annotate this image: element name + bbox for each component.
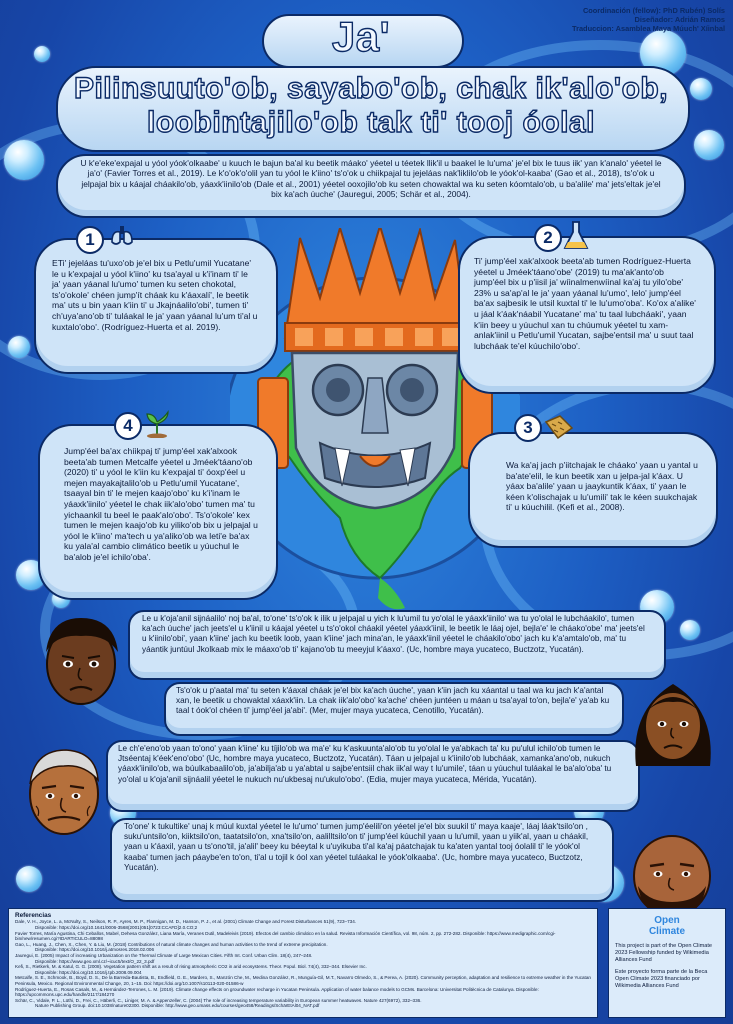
- reference-item: Favier Torres, María Agustina, Chi Ceballos, Mabel, Dehesa González, Liana María, Veranes Dutil, Madeleivis (2019). Efectos del cambio climático en la salud. Revista Información Científica, vol. 98, núm. 2, pp. 272-282. Disponible: https://www.medigraphic.com/cgi-bin/new/resumen.cgi?IDARTICULO=88098: [15, 930, 556, 942]
- section-3-text: Wa ka'aj jach p'iitchajak le cháako' yaan u yantal u ba'ate'elil, le kun beetik xan u jelpa-jal k'áax. U yáax ba'alile' yaan u jaaykuntik k'áax, ti' yaan le kéen k'olischajak u lu'umili' tak le kéen suukchajak ti' u kúuchilil. (Kefi et al., 2008).: [506, 460, 698, 513]
- elder-face-icon: [14, 740, 110, 840]
- references-box: [8, 908, 598, 1018]
- quote-4-text: To'one' k tukultike' unaj k múul kuxtal yéetel le lu'umo' tumen jump'éelili'on yéetel je'el bix suukil ti' maya kaaje', láaj láak'tsilo'on , suku'untsilo'on, kiiktsilo'on, taatatsilo'on, xna'tsilo'on, aalilltsilo'on ti' jump'éel kúuchil yaan u lu'umil, yaan u yiik'al, yaan u cháakil, yaan u k'áaxil, yaan u ts'ono'til, ja'alil' beey ku béeytal k u'uyikuba ti'al ka'aj páatchajak tu ka'aten yantal tooj óolalil ti' le yóok'ol kaaba' tumen jach páaybe'en to'on, ti'al u tojil k óol xan yéetel tuláakal le yóok'olkaaba'. (Uc, hombre maya yucateco, Buctzotz, Yucatán).: [124, 822, 589, 872]
- reference-item: Dale, V. H., Joyce, L. a, McNulty, S., Neilson, R. P., Ayres, M. P., Flannigan, M. D., Hanson, P. J., et al. (2001) Climate Change and Forest Disturbances 51(9), 723–734.: [15, 919, 357, 925]
- section-1-number: 1: [76, 226, 104, 254]
- references-heading: Referencias: [15, 912, 52, 919]
- reference-item: Jauregui, E. (2005) Impact of increasing Urbanization on the Thermal Climate of Large Mexican Cities. Fifth Int. Conf. Urban Clim. 18(4), 247–248.: [15, 952, 313, 958]
- credit-designer: Diseñador: Adrián Ramos: [634, 15, 725, 24]
- reference-item: Disponible: https://doi.org/10.1641/0006-3568(2001)051[0723:CCAFD]2.0.CO;2: [35, 925, 198, 930]
- open-climate-logo-line1: Open: [654, 915, 680, 926]
- credit-coordination: Coordinación (fellow): PhD Rubén) Solís: [582, 6, 725, 15]
- section-4-text: Jump'éel ba'ax chíikpaj ti' jump'éel xak'alxook beeta'ab tumen Metcalfe yéetel u Jméek'táano'ob (2020) ti' u yóol le k'iin ku k'expajal ti' óoxp'éel u mejen mayakajtalilo'ob u Petlu'umil Yucatane', tsaayal bin ti' le mejen kaajo'obo' ku k'i'inam le yáaxk'iinilo' yéetel le chak iik'alo'obo' tumen ma' tu yichaankil tu beel le paak'alo'obo'. Ts'o'okole' kex tumen le mejen kaajo'ob ku yiliko'ob bix u jelpajal u yóol le k'iino' ma'tech u ya'aliko'ob wa leti'e ba'ax ku yala'al cambio climático beetik u yúuchul le ba'alob je'el ichilo'oba'.: [64, 446, 258, 562]
- reference-item: Disponible: https://doi.org/10.1016/j.atmosres.2018.02.006: [35, 947, 155, 953]
- section-4-number: 4: [114, 412, 142, 440]
- reference-item: Schär, C., Vidale, P. L., Lüthi, D., Frei, C., Häberli, C., Liniger, M. A. & Appenzeller, C. (2004) The role of increasing temperature variability in European summer heatwaves. Nature 427(6972), 332–336.: [15, 997, 422, 1003]
- page-subtitle-line2: loobintajilo'ob tak ti' tooj óolal: [147, 106, 595, 139]
- mask-headdress: [285, 228, 468, 351]
- reference-item: Disponible: https://www.geo.xml.cz/~icuc5/text/O_22_3.pdf: [35, 958, 155, 964]
- quote-3-text: Le ch'e'eno'ob yaan to'ono' yaan k'iine' ku tíjilo'ob wa ma'e' ku k'askuunta'alo'ob tu yo'olal le ya'abkach ta' ku pu'ulul ichilo'ob tumen le Jtséentaj k'éek'eno'obo' (Uc, hombre maya yucateco, Buctzotz, Yucatán). Táan u jelpajal u k'iinilo'ob lubcháak, xamanka'ano'ob, nukuch yáaxk'iinilo'ob, wa búulkabaalilo'ob, ja'abilja'ab u ya'abtal u sajbe'entsiil chak iik'al way t lu'umile', táan u yúuchul tuláakal le ba'alo'oba' tu yo'olal u k'oja'anil sijnáalil yéetel le nukuch nu'ukbesaj nu'ukulo'obo'. (Edia, mujer maya yucateca, Mérida, Yucatán).: [118, 744, 612, 784]
- bubble-icon: [8, 336, 30, 358]
- open-climate-logo: [615, 915, 719, 937]
- bubble-icon: [694, 130, 724, 160]
- lungs-icon: [108, 222, 136, 250]
- man-face-icon: [36, 612, 126, 708]
- bald-man-face-icon: [620, 830, 724, 914]
- open-climate-text-es: Este proyecto forma parte de la Beca Open Climate 2023 financiado por Wikimedia Alliances Fund: [615, 969, 708, 989]
- reference-item: Disponible: https://doi.org/10.1016/j.tpb.2008.09.004: [35, 969, 142, 975]
- bubble-icon: [4, 140, 44, 180]
- reference-item: Gao, L., Huang, J., Chen, X., Chen, Y. & Liu, M. (2018) Contributions of natural climate changes and human activities to the trend of extreme precipitation.: [15, 941, 328, 947]
- section-2-text: Ti' jump'éel xak'alxook beeta'ab tumen Rodríguez-Huerta yéetel u Jméek'táano'obe' (2019) tu ma'ak'anto'ob jump'éel bix u p'iisil ja' wíinalmenwíinal ka'aj tu yilo'obe' 23% u sa'ap'al le ja' yaan yáanal lu'umo', lelo' jump'éel ba'ax sajbesik le utsil kuxtal ti' le lu'umo'oba'. Ko'ox a'alike' u jáal k'áak'náabil Yucatane' ma' tu taal lubcháaki', yaan k'iin beey u yúuchul xan tu chúumuk yéetel tu xam-anlak'iinil u Petlu'umil Yucatan, sajbe'entsil ma' u suut taal lubcháak te'el kúuchilo'obo'.: [474, 256, 696, 351]
- flask-icon: [562, 220, 590, 252]
- section-2-number: 2: [534, 224, 562, 252]
- seedling-icon: [142, 408, 172, 438]
- open-climate-box: [608, 908, 726, 1018]
- open-climate-text-en: This project is part of the Open Climate 2023 Fellowship funded by Wikimedia Alliances Fund: [615, 943, 713, 963]
- quote-2-text: Ts'o'ok u p'aatal ma' tu seten k'áaxal cháak je'el bix ka'ach úuche', yaan k'iin jach ku xáantal u taal wa ku jach k'a'antal xan, le beetik u chowaktal xáaxk'iin. La chak iik'alo'obo' ka'ache' chéen juntéen u máan u tsa'ayal to'on, bejla'e' ya'ab ku taal t óok'ol chéen ti' jump'éel ja'abi'. (Mer, mujer maya yucateca, Cenotillo, Yucatán).: [176, 686, 610, 716]
- page-title: Ja': [331, 13, 391, 60]
- bubble-icon: [680, 620, 700, 640]
- land-mass: [378, 578, 405, 609]
- reference-item: Rodríguez-Huerta, E., Rosas Casals, M., & Hernández-Terrones, L. M. (2019). Climate change effects on groundwater recharge in Yucatan Peninsula. Application of water balance models to GCMs. Barcelona: Universitat Politècnica de Catalunya. Disponible: https://upcommons.upc.edu/handle/2117/184270: [15, 986, 539, 998]
- open-climate-logo-line2: Climate: [648, 926, 686, 937]
- section-3-number: 3: [514, 414, 542, 442]
- woman-face-icon: [628, 670, 718, 770]
- credits: [572, 6, 725, 33]
- credit-translation: Traduccion: Asamblea Maya Múuch' Xíinbal: [571, 24, 725, 33]
- quote-1-text: Le u k'oja'anil sijnáalilo' noj ba'al, to'one' ts'o'ok k ilik u jelpajal u yich k lu'umil tu yo'olal le yáaxk'iinilo' wa tu yo'olal le lubcháakilo', tumen ka'ach úuche' jach jeets'el u k'iinil u káajal yéetel u ts'o'okol cháakil yéetel yáaxk'iinil, le beetik le láaj ojel, bejla'e' le cháako'obe' ma' jeets'el u k'iinilo'obi', yaan k'iine' jach ku beetik loob, yaan k'iine' jach mina'an, le yáaxk'iinil yéetel le cháakilo'obo' jach ku k'a'amtalo'ob, ma' tu yáantik juntúul Jkolkaab mix le máaxo'ob ti' kajano'ob tu meeyjul k'áaxo'. (Uc, hombre maya yucateco, Buctzotz, Yucatán).: [142, 614, 645, 654]
- map-tile-icon: [544, 414, 574, 440]
- bubble-icon: [16, 866, 42, 892]
- bubble-icon: [34, 46, 50, 62]
- reference-item: Kefi, S., Rietkerk, M. & Katul, G. G. (2008). Vegetation pattern shift as a result of rising atmospheric CO2 in arid ecosystems. Theor. Popul. Biol. 74(4), 332–344. Elsevier Inc.: [15, 964, 367, 970]
- intro-text: U k'e'eke'expajal u yóol yóok'olkaabe' u kuuch le bajun ba'al ku beetik máako' yéetel u téetek llik'il u baakel le lu'uma' je'el bix le tuus iik' yan k'analo' yéetel le ja'o' (Favier Torres et al., 2019). Le k'o'ok'o'olil yan tu yóol le k'iino' ts'o'ok u chiikpajal tu jejeláas nak'liklilo'ob le yóok'ol-kaaba' (Gao et al., 2018), ts'o'ok u jelpajal bix u káajal cháakilo'ob, yáaxk'iinilo'ob (Dale et al., 2001) yéetel ooxojilo'ob ku seten chowaktal wa ku seten kóomtalo'ob, u ba'alile' ma' jets'eltak je'el bix ka'ach úuche' (Jauregui, 2005; Schär et al., 2004).: [80, 158, 662, 200]
- reference-item: Metcalfe, S. E., Schmook, B., Boyd, D. S., De la Barreda-Bautista, B., Endfield, G. E., Mardero, S., Manzón Che, M., Medina González, R., Munguía-Gil, M.T., Navarro Olmedo, S., & Perea, A. (2020). Community perception, adaptation and resilience to extreme weather in the Yucatan Peninsula, Mexico. Regional Environmental Change, 20, 1–15. Doi: https://doi.org/10.1007/s10113-020-01586-w: [15, 975, 591, 986]
- page-subtitle-line1: Pilinsuuto'ob, sayabo'ob, chak ik'alo'ob,: [73, 72, 669, 105]
- section-1-text: ETi' jejeláas tu'uxo'ob je'el bix u Petlu'umil Yucatane' le u k'expajal u yóol k'iino' ku tsa'ayal u k'i'inam ti' le ja' yaan yáanal lu'umo' tumen ku seten chokotal, ts'o'okole' chéen jump'ít cháak ku k'áaxalí', le beetik ma' uts u bin yaan k'iin ti' u Jkajnáalilo'obi', tumen ti' ch'uya'ano'ob ti' tuláakal le ja' yaan yáanal lu'um ti'al u kuxtalo'obo'. (Rodríguez-Huerta et al. 2019).: [52, 258, 258, 332]
- reference-item: Nature Publishing Group. doi:10.1038/nature02300. Disponible: http://www.geo.umass.edu/courses/geo458/Readings/SchärEtAl04_NAT.pdf: [35, 1003, 320, 1009]
- bubble-icon: [690, 78, 712, 100]
